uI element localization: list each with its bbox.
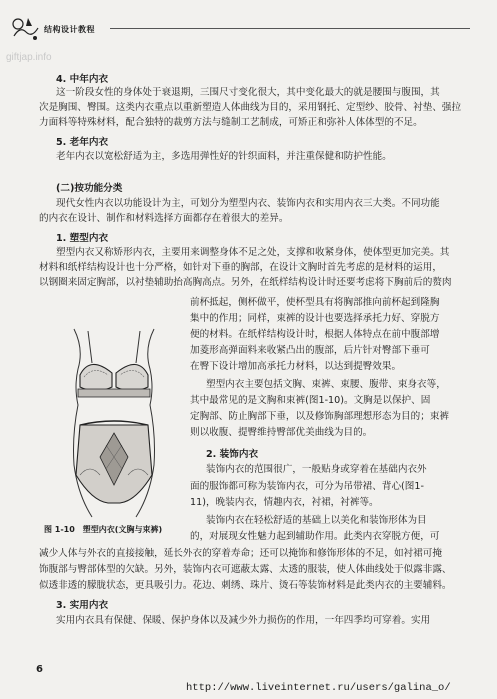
figure-caption: 图 1-10 塑型内衣(文胸与束裤) [44,525,163,534]
book-logo-icon [8,14,42,44]
text-line: 减少人体与外衣的直接接触，延长外衣的穿着寿命；还可以掩饰和修饰形体的不足，如衬裙可掩 [39,548,442,559]
figure-bra-and-shaping-brief [44,325,184,520]
text-line: 定胸部、防止胸部下垂，以及修饰胸部理想形态为目的；束裤 [190,411,450,422]
heading-decorative: 2. 装饰内衣 [206,449,259,460]
text-line: 前杯抵起，侧杯做平，使杯型具有将胸部推向前杯起到隆胸 [190,297,440,308]
text-line: 在臀下设计增加高承托力材料，以达到提臀效果。 [190,361,402,372]
text-line: 实用内衣具有保健、保暖、保护身体以及减少外力损伤的作用，一年四季均可穿着。实用 [56,615,431,626]
text-line: 则以收腹、提臀维持臀部优美曲线为目的。 [190,427,373,438]
text-line: 现代女性内衣以功能设计为主，可划分为塑型内衣、装饰内衣和实用内衣三大类。不同功能 [56,198,440,209]
text-line: 似透非透的朦胧状态，更具吸引力。花边、刺绣、珠片、烫石等装饰材料是此类内衣的主要辅料。 [39,580,452,591]
text-line: 塑型内衣又称矫形内衣，主要用来调整身体不足之处，支撑和收紧身体，使体型更加完美。其 [56,247,450,258]
text-line: 饰腹部与臀部体型的欠缺。另外，装饰内衣可遮蔽太露、太透的服装，使人体曲线处于似露非露、 [39,564,452,575]
text-line: 面的服饰都可称为装饰内衣，可分为吊带裙、背心(图1- [190,481,424,492]
heading-middle-aged: 4. 中年内衣 [56,74,109,85]
heading-shaping: 1. 塑型内衣 [56,233,109,244]
text-line: 装饰内衣的范围很广，一般贴身或穿着在基础内衣外 [206,464,427,475]
text-line: 塑型内衣主要包括文胸、束裤、束腰、腹带、束身衣等， [206,379,446,390]
text-line: 便的材料。在纸样结构设计时，根据人体特点在前中腹部增 [190,329,440,340]
source-url: http://www.liveinternet.ru/users/galina_o/ [186,682,451,694]
text-line: 以钢圈来固定胸部，以衬垫辅助抬高胸高点。另外，在纸样结构设计时还要考虑将下胸前后的赘肉 [39,277,452,288]
text-line: 集中的作用；同样，束裤的设计也要选择承托力好、穿脱方 [190,313,440,324]
text-line: 其中最常见的是文胸和束裤(图1-10)。文胸是以保护、固 [190,395,431,406]
book-title: 结构设计教程 [44,25,95,34]
header-rule [110,28,470,29]
text-line: 这一阶段女性的身体处于衰退期，三围尺寸变化很大，其中变化最大的就是腰围与腹围，其 [56,87,440,98]
text-line: 11)，晚装内衣，情趣内衣，衬裙，衬裤等。 [190,497,379,508]
text-line: 的，对展现女性魅力起到辅助作用。此类内衣穿脱方便，可 [190,531,440,542]
page-number: 6 [36,664,43,675]
heading-practical: 3. 实用内衣 [56,600,109,611]
text-line: 加菱形高弹面料来收紧凸出的腹部，后片针对臀部下垂可 [190,345,430,356]
text-line: 老年内衣以宽松舒适为主，多选用弹性好的针织面料，并注重保健和防护性能。 [56,151,392,162]
text-line: 力面料等特殊材料，配合独特的裁剪方法与缝制工艺制成，可矫正和弥补人体体型的不足。 [39,117,423,128]
text-line: 次是胸围、臀围。这类内衣重点以重新塑造人体曲线为目的，采用钢托、定型纱、胶骨、衬垫、强拉 [39,102,462,113]
watermark-text: giftjap.info [6,52,52,63]
heading-elderly: 5. 老年内衣 [56,137,109,148]
text-line: 装饰内衣在轻松舒适的基础上以美化和装饰形体为目 [206,515,427,526]
text-line: 材料和纸样结构设计也十分严格，如针对下垂的胸部，在设计文胸时首先考虑的是材料的运用， [39,262,442,273]
text-line: 的内衣在设计、制作和材料选择方面都存在着很大的差异。 [39,213,289,224]
heading-functional: (二)按功能分类 [56,183,123,194]
